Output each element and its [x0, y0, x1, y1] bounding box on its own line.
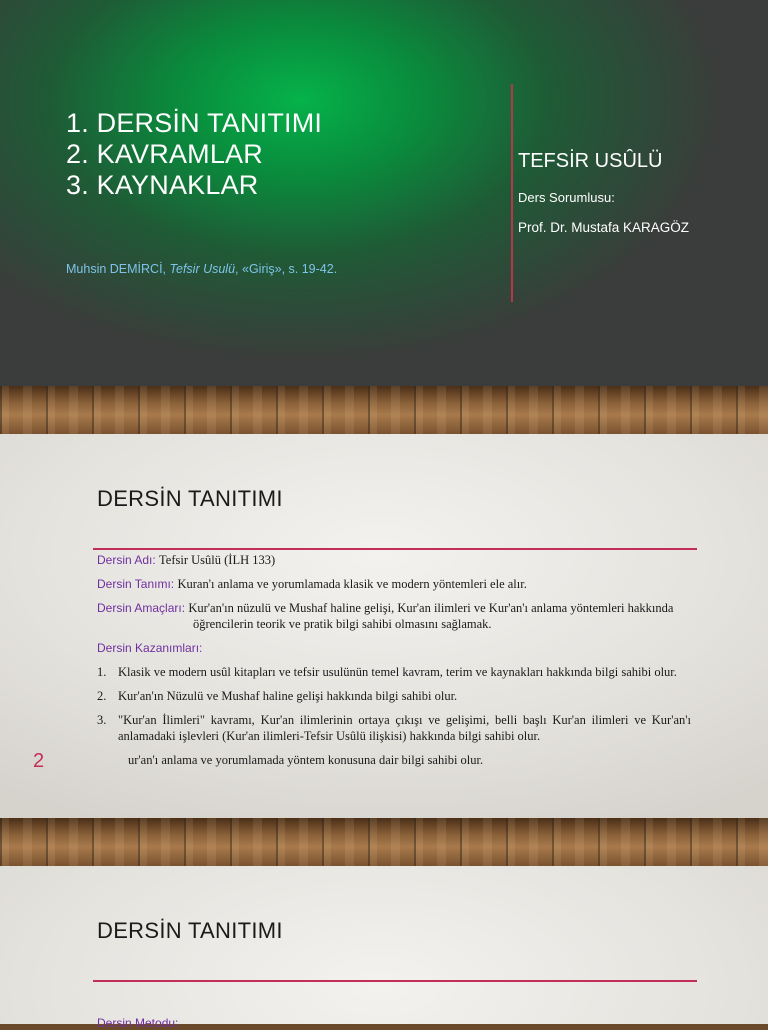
wood-floor-divider — [0, 386, 768, 434]
course-aims-value: Kur'an'ın nüzulü ve Mushaf haline gelişi, Kur'an ilimleri ve Kur'an'ı anlama yöntemleri hakkında öğrencilerin teorik ve pratik bilgi sahibi olmasını sağlamak. — [188, 601, 674, 631]
course-outcomes-label: Dersin Kazanımları: — [97, 641, 203, 655]
title-rule — [93, 548, 697, 550]
course-details — [97, 552, 691, 768]
course-aims-label: Dersin Amaçları: — [97, 601, 189, 615]
course-definition-row — [97, 576, 691, 592]
outcome-text: Klasik ve modern usûl kitapları ve tefsir usulünün temel kavram, terim ve kaynakları hakkında bilgi sahibi olur. — [118, 665, 677, 679]
outcomes-list — [97, 664, 691, 744]
responsible-label: Ders Sorumlusu: — [518, 190, 615, 205]
course-intro-slide-continued — [0, 866, 768, 1030]
reference-book: Tefsir Usulü — [169, 262, 236, 276]
title-rule — [93, 980, 697, 982]
reference-pages: , «Giriş», s. 19-42. — [235, 262, 338, 276]
reference-citation — [66, 262, 337, 276]
course-title: TEFSİR USÛLÜ — [518, 150, 663, 172]
title-slide — [0, 0, 768, 386]
outcome-text: "Kur'an İlimleri" kavramı, Kur'an ilimlerinin ortaya çıkışı ve gelişimi, belli başlı Kur'an ilimleri ve Kur'an'ı anlamadaki işlevleri (Kur'an ilimleri-Tefsir Usûlü ilişkisi) hakkında bilgi sahibi olur. — [118, 713, 691, 743]
outcome-item — [97, 664, 691, 680]
outcome-item — [97, 688, 691, 704]
professor-name: Prof. Dr. Mustafa KARAGÖZ — [518, 220, 690, 235]
course-outcomes-row — [97, 640, 691, 656]
topic-list — [66, 108, 322, 201]
reference-author: Muhsin DEMİRCİ, — [66, 262, 170, 276]
course-name-value: Tefsir Usûlü (İLH 133) — [159, 553, 276, 567]
course-method-label: Dersin Metodu: — [97, 1016, 179, 1030]
outcome-number: 2. — [97, 689, 107, 703]
course-aims-row — [97, 600, 691, 632]
topic-item-sources: 3. KAYNAKLAR — [66, 170, 259, 200]
slide-title: DERSİN TANITIMI — [97, 918, 283, 943]
course-name-label: Dersin Adı: — [97, 553, 160, 567]
wood-floor-divider — [0, 818, 768, 866]
outcome-number: 3. — [97, 713, 107, 727]
outcome-number: 1. — [97, 665, 107, 679]
page-number: 2 — [33, 750, 45, 772]
course-definition-label: Dersin Tanımı: — [97, 577, 178, 591]
course-definition-value: Kuran'ı anlama ve yorumlamada klasik ve modern yöntemleri ele alır. — [177, 577, 527, 591]
course-intro-slide — [0, 434, 768, 818]
outcome-text: Kur'an'ın Nüzulü ve Mushaf haline gelişi hakkında bilgi sahibi olur. — [118, 689, 458, 703]
outcome-extra-line: ur'an'ı anlama ve yorumlamada yöntem konusuna dair bilgi sahibi olur. — [128, 753, 484, 767]
outcome-item — [97, 712, 691, 744]
topic-item-concepts: 2. KAVRAMLAR — [66, 139, 263, 169]
slide-title: DERSİN TANITIMI — [97, 486, 283, 511]
vertical-divider — [511, 84, 513, 302]
topic-item-intro: 1. DERSİN TANITIMI — [66, 108, 323, 138]
course-name-row — [97, 552, 691, 568]
